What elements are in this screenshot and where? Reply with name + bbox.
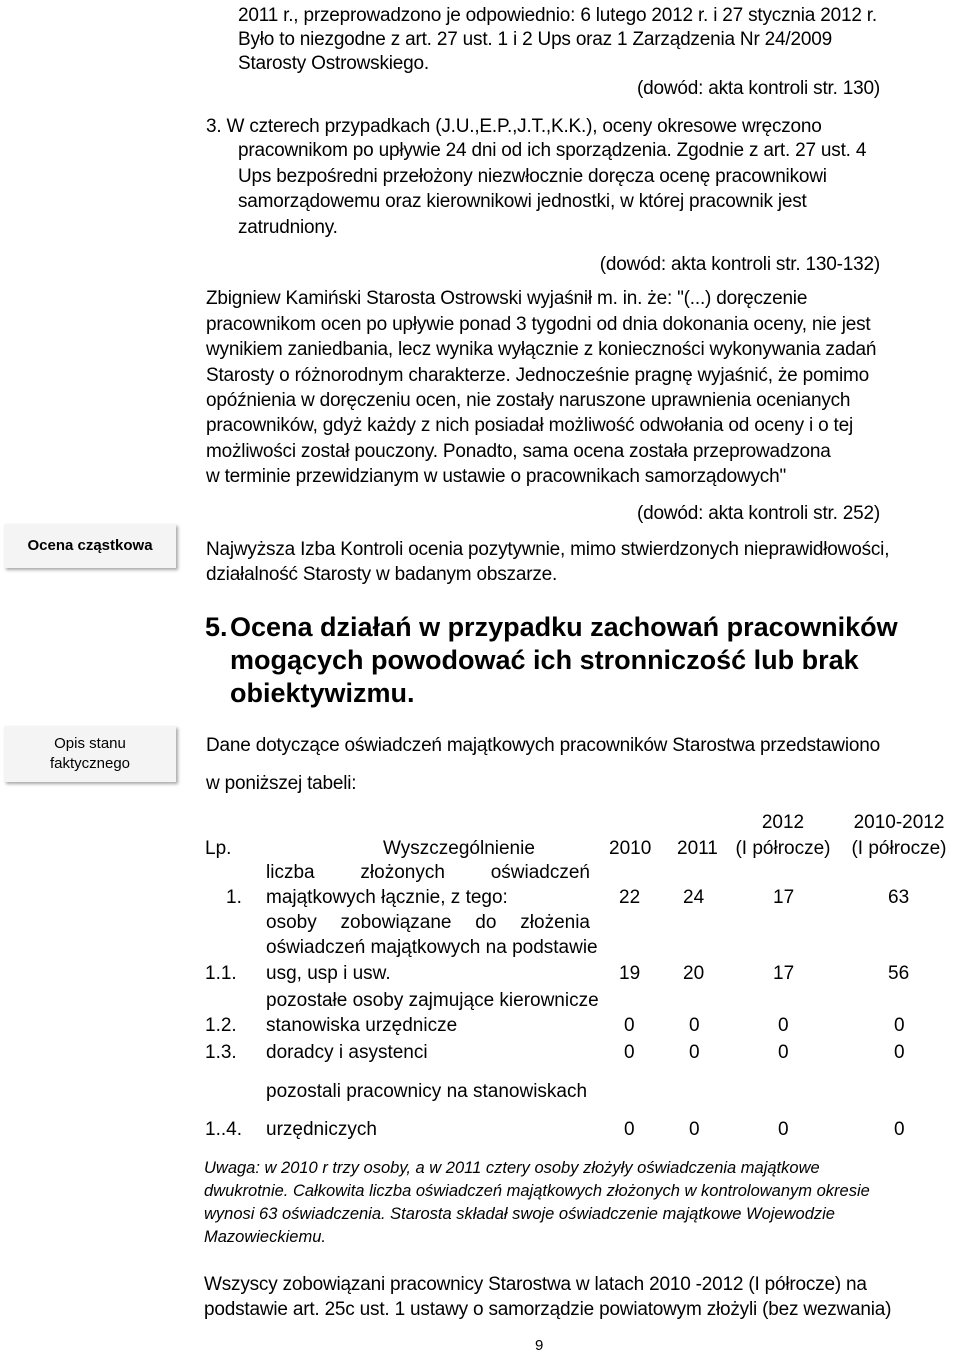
table-row-lp: 1..4. (205, 1119, 242, 1140)
assessment-line-2: działalność Starosty w badanym obszarze. (206, 564, 558, 585)
table-cell-2012: 0 (778, 1015, 789, 1036)
explanation-line-4: Starosty o różnorodnym charakterze. Jednocześnie pragnę wyjaśnić, że pomimo (206, 365, 869, 386)
table-row-description: pozostałe osoby zajmujące kierownicze (266, 990, 599, 1011)
table-header-lp: Lp. (205, 838, 232, 859)
explanation-line-6: pracowników, gdyż każdy z nich posiadał możliwość odwołania od oceny i o tej (206, 415, 853, 436)
table-cell-total: 63 (888, 887, 910, 908)
table-row-lp: 1.1. (205, 963, 237, 984)
table-row-lp: 1.3. (205, 1042, 237, 1063)
point3-line-5: zatrudniony. (238, 217, 338, 238)
table-cell-2011: 0 (689, 1042, 700, 1063)
table-header-description: Wyszczególnienie (383, 838, 535, 859)
evidence-reference: (dowód: akta kontroli str. 130) (636, 78, 880, 99)
evidence-reference: (dowód: akta kontroli str. 252) (636, 503, 880, 524)
table-cell-2011: 0 (689, 1015, 700, 1036)
table-cell-total: 0 (894, 1042, 905, 1063)
table-row-description: pozostali pracownicy na stanowiskach (266, 1081, 588, 1102)
table-cell-total: 0 (894, 1119, 905, 1140)
table-cell-2010: 22 (619, 887, 641, 908)
point3-line-2: pracownikom po upływie 24 dni od ich sporządzenia. Zgodnie z art. 27 ust. 4 (238, 140, 867, 161)
table-row-description: usg, usp i usw. (266, 963, 391, 984)
sidebar-label-text: Ocena cząstkowa (27, 537, 153, 554)
table-row-description: majątkowych łącznie, z tego: (266, 887, 508, 908)
table-row-lp: 1. (226, 887, 242, 908)
section-number: 5. (205, 612, 228, 642)
table-cell-2011: 20 (683, 963, 705, 984)
table-row-lp: 1.2. (205, 1015, 237, 1036)
explanation-line-3: wynikiem zaniedbania, lecz wynika wyłącznie z konieczności wykonywania zadań (206, 339, 877, 360)
continuation-line-3: Starosty Ostrowskiego. (238, 53, 429, 74)
intro-line-1: Dane dotyczące oświadczeń majątkowych pracowników Starostwa przedstawiono (206, 735, 880, 756)
table-cell-total: 56 (888, 963, 910, 984)
table-row-description: liczba złożonych oświadczeń (266, 862, 590, 883)
point3-line-1: 3. W czterech przypadkach (J.U.,E.P.,J.T.,K.K.), oceny okresowe wręczono (206, 116, 822, 137)
sidebar-label-partial-assessment (4, 524, 176, 568)
evidence-reference: (dowód: akta kontroli str. 130-132) (599, 254, 880, 275)
table-cell-total: 0 (894, 1015, 905, 1036)
table-cell-2011: 24 (683, 887, 705, 908)
section-title-line-3: obiektywizmu. (230, 678, 415, 708)
continuation-line-1: 2011 r., przeprowadzono je odpowiednio: 6 lutego 2012 r. i 27 stycznia 2012 r. (238, 5, 877, 26)
table-cell-2012: 0 (778, 1042, 789, 1063)
table-cell-2012: 17 (773, 887, 795, 908)
table-header-2011: 2011 (677, 838, 718, 859)
section-title-line-2: mogących powodować ich stronniczość lub brak (230, 645, 859, 675)
closing-line-1: Wszyscy zobowiązani pracownicy Starostwa w latach 2010 -2012 (I półrocze) na (204, 1274, 867, 1295)
point3-line-3: Ups bezpośredni przełożony niezwłocznie doręcza ocenę pracownikowi (238, 166, 827, 187)
note-line-3: wynosi 63 oświadczenia. Starosta składał swoje oświadczenie majątkowe Wojewodzie (204, 1205, 835, 1223)
page-number: 9 (535, 1337, 544, 1354)
table-cell-2012: 17 (773, 963, 795, 984)
table-row-description: urzędniczych (266, 1119, 377, 1140)
note-line-1: Uwaga: w 2010 r trzy osoby, a w 2011 cztery osoby złożyły oświadczenia majątkowe (204, 1159, 820, 1177)
sidebar-label-text: Opis stanu (54, 735, 126, 752)
point3-line-4: samorządowemu oraz kierownikowi jednostki, w której pracownik jest (238, 191, 807, 212)
sidebar-label-factual-state (4, 726, 176, 782)
explanation-line-5: opóźnienia w doręczeniu ocen, nie zostały naruszone uprawnienia ocenianych (206, 390, 851, 411)
intro-line-2: w poniższej tabeli: (206, 773, 357, 794)
table-header-2012-half: (I półrocze) (735, 838, 831, 859)
section-title-line-1: Ocena działań w przypadku zachowań pracowników (230, 612, 898, 642)
explanation-line-2: pracownikom ocen po upływie ponad 3 tygodni od dnia dokonania oceny, nie jest (206, 314, 871, 335)
table-header-total: 2010-2012 (853, 812, 945, 833)
table-cell-2010: 19 (619, 963, 641, 984)
table-cell-2010: 0 (624, 1042, 635, 1063)
table-cell-2011: 0 (689, 1119, 700, 1140)
continuation-line-2: Było to niezgodne z art. 27 ust. 1 i 2 Ups oraz 1 Zarządzenia Nr 24/2009 (238, 29, 832, 50)
table-row-description: osoby zobowiązane do złożenia (266, 912, 590, 933)
table-cell-2010: 0 (624, 1119, 635, 1140)
table-row-description: stanowiska urzędnicze (266, 1015, 458, 1036)
sidebar-label-text: faktycznego (49, 755, 131, 772)
note-line-2: dwukrotnie. Całkowita liczba oświadczeń majątkowych złożonych w kontrolowanym okresie (204, 1182, 870, 1200)
explanation-line-8: w terminie przewidzianym w ustawie o pracownikach samorządowych" (206, 466, 787, 487)
table-header-2012: 2012 (761, 812, 805, 833)
table-cell-2012: 0 (778, 1119, 789, 1140)
table-header-total-half: (I półrocze) (851, 838, 947, 859)
note-line-4: Mazowieckiemu. (204, 1228, 326, 1246)
table-header-2010: 2010 (609, 838, 652, 859)
assessment-line-1: Najwyższa Izba Kontroli ocenia pozytywnie, mimo stwierdzonych nieprawidłowości, (206, 539, 890, 560)
closing-line-2: podstawie art. 25c ust. 1 ustawy o samorządzie powiatowym złożyli (bez wezwania) (204, 1299, 892, 1320)
table-row-description: doradcy i asystenci (266, 1042, 428, 1063)
table-cell-2010: 0 (624, 1015, 635, 1036)
explanation-line-7: możliwości został pouczony. Ponadto, sama ocena została przeprowadzona (206, 441, 831, 462)
table-row-description: oświadczeń majątkowych na podstawie (266, 937, 598, 958)
explanation-line-1: Zbigniew Kamiński Starosta Ostrowski wyjaśnił m. in. że: "(...) doręczenie (206, 288, 808, 309)
